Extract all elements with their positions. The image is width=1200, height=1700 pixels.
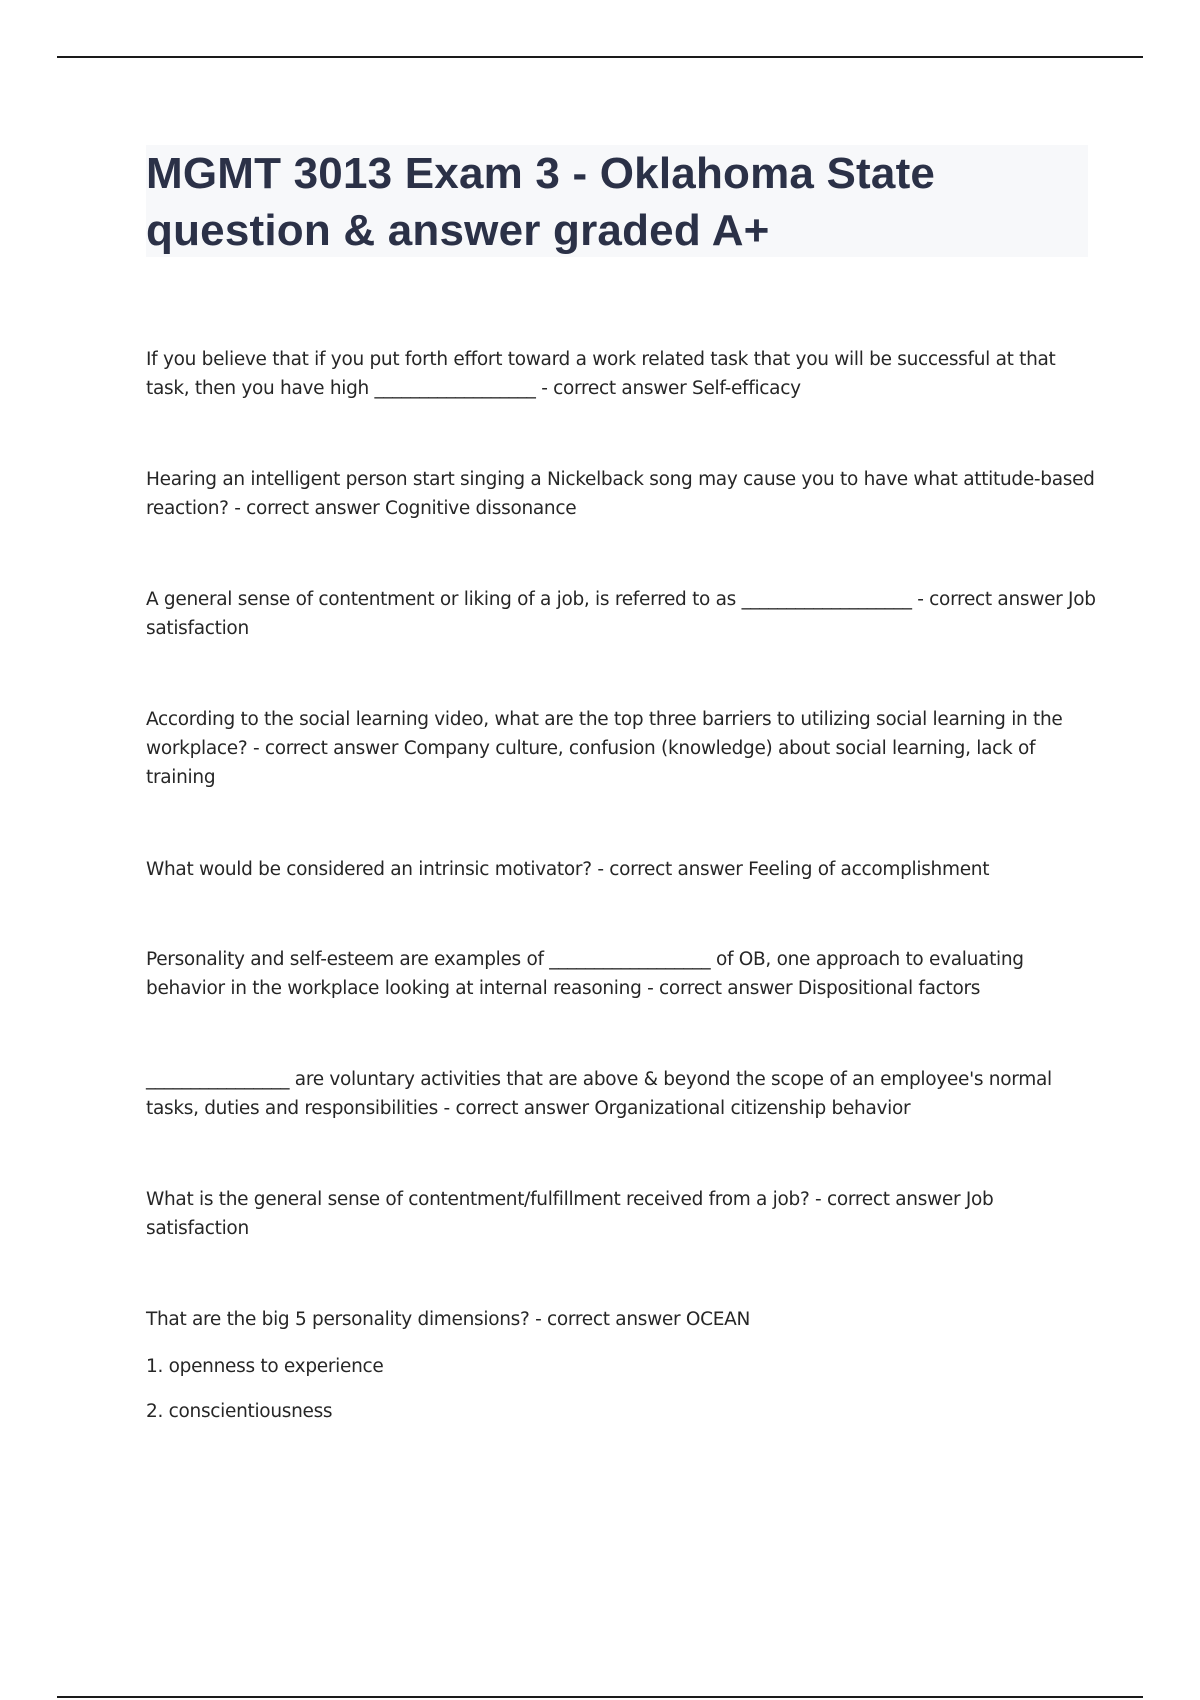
qa-item-4: According to the social learning video, what are the top three barriers to utilizing social learning in the workplace? - correct answer Company culture, confusion (knowledge) about social learning, lack of training: [146, 709, 1063, 788]
qa-item-3: A general sense of contentment or liking of a job, is referred to as ___________________ - correct answer Job satisfaction: [146, 589, 1096, 639]
footer-rule: [57, 1696, 1143, 1698]
qa-item-9: That are the big 5 personality dimensions? - correct answer OCEAN: [146, 1309, 751, 1330]
title-box: [146, 145, 1088, 257]
header-rule: [57, 56, 1143, 58]
document-title: MGMT 3013 Exam 3 - Oklahoma State question & answer graded A+: [146, 149, 936, 255]
qa-item-7: ________________ are voluntary activities that are above & beyond the scope of an employee's normal tasks, duties and responsibilities - correct answer Organizational citizenship behavior: [146, 1069, 1052, 1119]
qa-item-1: If you believe that if you put forth effort toward a work related task that you will be successful at that task, then you have high __________________ - correct answer Self-efficacy: [146, 349, 1056, 399]
list-item-1: 1. openness to experience: [146, 1356, 384, 1377]
qa-item-2: Hearing an intelligent person start singing a Nickelback song may cause you to have what attitude-based reaction? - correct answer Cognitive dissonance: [146, 469, 1095, 519]
qa-item-5: What would be considered an intrinsic motivator? - correct answer Feeling of accomplishment: [146, 859, 990, 880]
qa-item-8: What is the general sense of contentment/fulfillment received from a job? - correct answer Job satisfaction: [146, 1189, 994, 1239]
list-item-2: 2. conscientiousness: [146, 1401, 333, 1422]
qa-item-6: Personality and self-esteem are examples of __________________ of OB, one approach to evaluating behavior in the workplace looking at internal reasoning - correct answer Dispositional factors: [146, 949, 1024, 999]
